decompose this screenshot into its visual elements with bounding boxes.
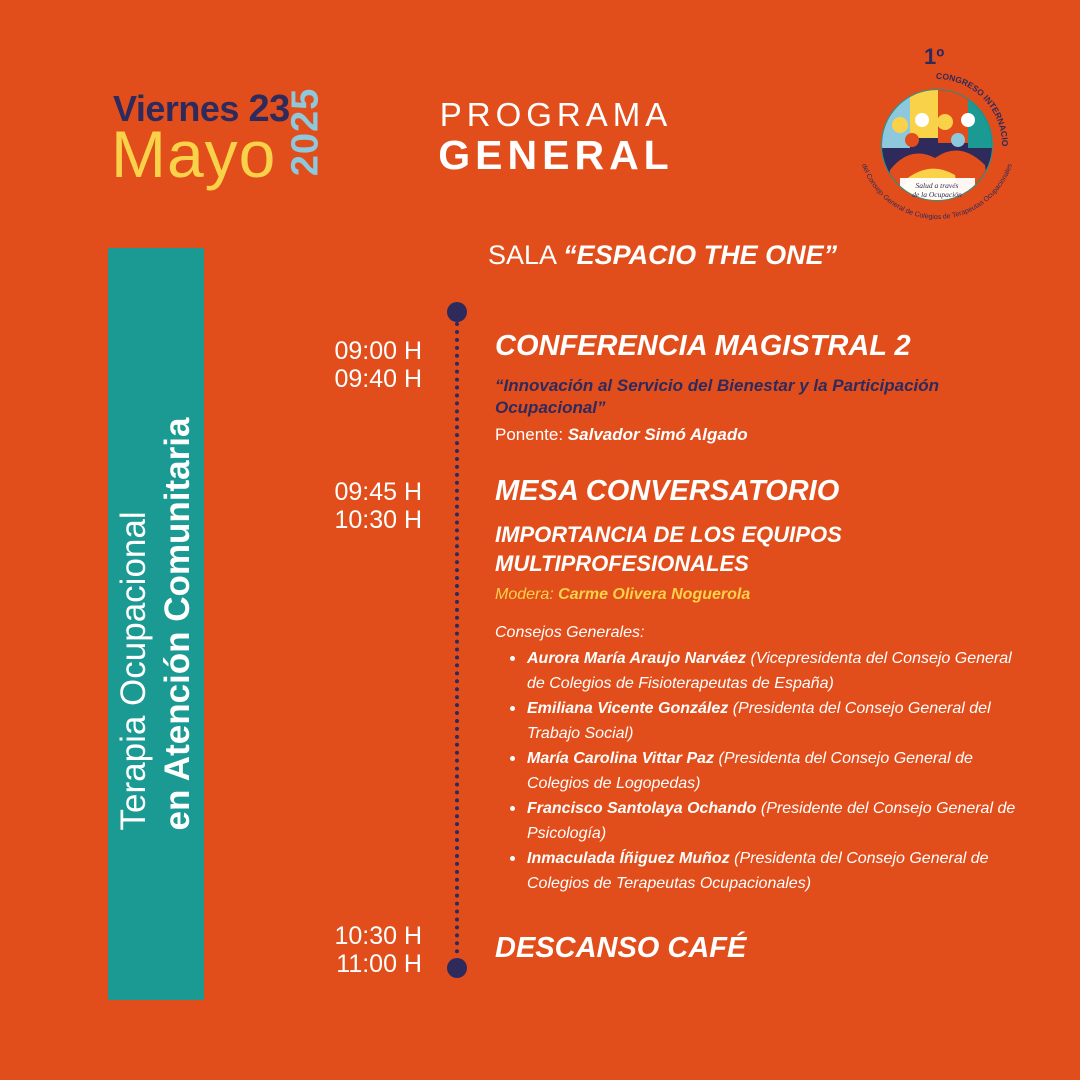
event-1-speaker [495, 425, 748, 445]
event-3-time [300, 922, 422, 978]
member-role: (Presidenta del Consejo General de Colegios de Logopedas) [527, 750, 973, 792]
page-title-line2: GENERAL [438, 132, 674, 178]
list-item [527, 846, 1027, 896]
list-item [527, 746, 1027, 796]
member-role: (Presidente del Consejo General de Psicología) [527, 800, 1016, 842]
member-role: (Presidenta del Consejo General de Colegios de Terapeutas Ocupacionales) [527, 850, 989, 892]
logo-ring-text-bottom: del Consejo General de Colegios de Terapeutas Ocupacionales [860, 162, 1014, 220]
event-1-time [300, 337, 422, 393]
side-band-line1: Terapia Ocupacional [114, 511, 153, 831]
event-2-time [300, 478, 422, 534]
member-role: (Presidenta del Consejo General del Trabajo Social) [527, 700, 991, 742]
members-list [495, 646, 1027, 896]
logo-tagline-2: de la Ocupación [912, 190, 962, 199]
room-prefix: SALA [488, 240, 556, 270]
room-name: “ESPACIO THE ONE” [563, 240, 838, 270]
date-month: Mayo [111, 117, 277, 191]
event-2-start: 09:45 H [334, 478, 422, 506]
member-name: Aurora María Araujo Narváez [527, 650, 747, 667]
date-day: 23 [248, 88, 290, 130]
member-name: Inmaculada Íñiguez Muñoz [527, 850, 730, 867]
timeline-start-dot [447, 302, 467, 322]
event-3-end: 11:00 H [336, 950, 422, 978]
member-role: (Vicepresidenta del Consejo General de Colegios de Fisioterapeutas de España) [527, 650, 1012, 692]
event-1-title: CONFERENCIA MAGISTRAL 2 [495, 330, 911, 362]
event-2-moderator [495, 586, 750, 604]
side-band-line2: en Atención Comunitaria [158, 417, 197, 831]
event-2-subtitle: IMPORTANCIA DE LOS EQUIPOS MULTIPROFESIONALES [495, 522, 842, 576]
event-1-talk-title: “Innovación al Servicio del Bienestar y la Participación Ocupacional” [495, 376, 940, 417]
room-heading [488, 240, 837, 271]
logo-ring-text: CONGRESO INTERNACIO [935, 70, 1011, 147]
moderator-label: Modera: [495, 586, 554, 603]
page-title-line1: PROGRAMA [439, 96, 673, 133]
logo-tagline-1: Salud a través [915, 181, 959, 190]
logo-ordinal: 1º [924, 44, 945, 69]
timeline-line [455, 322, 459, 954]
date-year-wrap [281, 86, 331, 178]
speaker-name: Salvador Simó Algado [567, 425, 748, 444]
moderator-name: Carme Olivera Noguerola [558, 586, 751, 603]
congress-logo-icon [850, 40, 1025, 220]
members-label: Consejos Generales: [495, 624, 645, 641]
side-band [108, 248, 204, 1000]
speaker-label: Ponente: [495, 425, 564, 444]
timeline-end-dot [447, 958, 467, 978]
member-name: Francisco Santolaya Ochando [527, 800, 757, 817]
event-2-end: 10:30 H [334, 506, 422, 534]
event-3-title: DESCANSO CAFÉ [495, 932, 747, 964]
event-1-end: 09:40 H [334, 365, 422, 393]
date-weekday: Viernes [113, 88, 239, 129]
event-3-start: 10:30 H [334, 922, 422, 950]
list-item [527, 646, 1027, 696]
date-year: 2025 [284, 87, 327, 177]
list-item [527, 796, 1027, 846]
member-name: María Carolina Vittar Paz [527, 750, 715, 767]
list-item [527, 696, 1027, 746]
member-name: Emiliana Vicente González [527, 700, 729, 717]
event-1-start: 09:00 H [334, 337, 422, 365]
event-2-title: MESA CONVERSATORIO [495, 475, 840, 507]
